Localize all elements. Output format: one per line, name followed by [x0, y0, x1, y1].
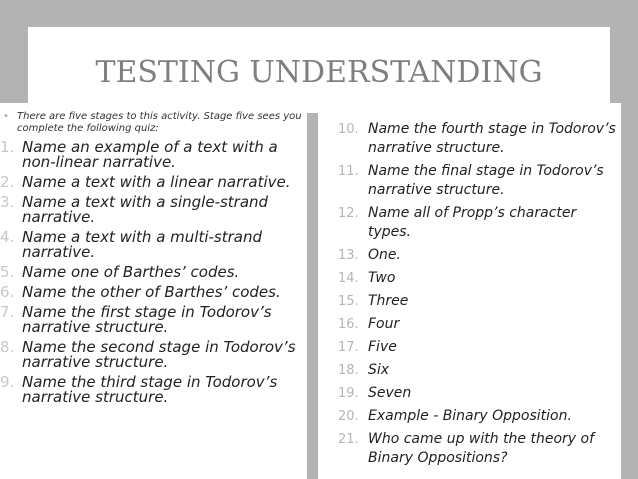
quiz-item — [318, 246, 621, 265]
item-number: 13. — [338, 248, 359, 263]
item-number: 6. — [0, 283, 15, 301]
item-number: 11. — [338, 164, 359, 179]
quiz-list-left — [0, 140, 305, 410]
bullet-icon: • — [3, 111, 9, 122]
quiz-item — [318, 361, 621, 380]
item-text: Name the fourth stage in Todorov’s narrative structure. — [368, 121, 616, 156]
item-text: Two — [368, 270, 396, 286]
title-band — [28, 27, 610, 113]
item-text: Name the other of Barthes’ codes. — [22, 283, 281, 301]
item-text: Name a text with a linear narrative. — [22, 173, 291, 191]
item-text: One. — [368, 247, 401, 263]
right-content-panel — [318, 103, 621, 479]
quiz-item — [0, 305, 305, 335]
quiz-list-right — [318, 120, 621, 472]
quiz-item — [0, 175, 305, 190]
item-text: Name a text with a single-strand narrative. — [22, 193, 269, 226]
item-text: Name the second stage in Todorov’s narrative structure. — [22, 338, 296, 371]
intro-text: There are five stages to this activity. Stage five sees you complete the following quiz: — [17, 111, 302, 134]
item-text: Six — [368, 362, 390, 378]
quiz-item — [318, 384, 621, 403]
intro-note — [3, 111, 303, 135]
item-number: 18. — [338, 363, 359, 378]
quiz-item — [318, 120, 621, 158]
item-number: 5. — [0, 263, 15, 281]
item-text: Four — [368, 316, 400, 332]
quiz-item — [0, 140, 305, 170]
item-number: 17. — [338, 340, 359, 355]
item-number: 8. — [0, 338, 15, 356]
slide-title: TESTING UNDERSTANDING — [95, 55, 543, 90]
item-text: Name one of Barthes’ codes. — [22, 263, 240, 281]
item-number: 21. — [338, 432, 359, 447]
item-number: 4. — [0, 228, 15, 246]
item-number: 2. — [0, 173, 15, 191]
item-number: 20. — [338, 409, 359, 424]
item-text: Name an example of a text with a non-linear narrative. — [22, 138, 278, 171]
item-number: 19. — [338, 386, 359, 401]
item-number: 10. — [338, 122, 359, 137]
quiz-item — [318, 315, 621, 334]
item-number: 12. — [338, 206, 359, 221]
item-number: 16. — [338, 317, 359, 332]
quiz-item — [318, 162, 621, 200]
quiz-item — [0, 285, 305, 300]
item-text: Five — [368, 339, 397, 355]
item-text: Name the third stage in Todorov’s narrative structure. — [22, 373, 278, 406]
quiz-item — [318, 204, 621, 242]
item-text: Name all of Propp’s character types. — [368, 205, 577, 240]
item-number: 3. — [0, 193, 15, 211]
item-text: Name the final stage in Todorov’s narrative structure. — [368, 163, 604, 198]
quiz-item — [318, 292, 621, 311]
item-text: Three — [368, 293, 409, 309]
quiz-item — [0, 230, 305, 260]
quiz-item — [318, 338, 621, 357]
item-number: 1. — [0, 138, 15, 156]
quiz-item — [0, 265, 305, 280]
item-text: Name the first stage in Todorov’s narrative structure. — [22, 303, 272, 336]
item-number: 7. — [0, 303, 15, 321]
quiz-item — [0, 195, 305, 225]
item-number: 14. — [338, 271, 359, 286]
item-text: Seven — [368, 385, 412, 401]
item-number: 15. — [338, 294, 359, 309]
quiz-item — [318, 407, 621, 426]
quiz-item — [0, 340, 305, 370]
item-number: 9. — [0, 373, 15, 391]
item-text: Name a text with a multi-strand narrative. — [22, 228, 262, 261]
quiz-item — [318, 430, 621, 468]
item-text: Who came up with the theory of Binary Oppositions? — [368, 431, 595, 466]
item-text: Example - Binary Opposition. — [368, 408, 572, 424]
quiz-item — [318, 269, 621, 288]
left-content-panel — [0, 103, 307, 479]
quiz-item — [0, 375, 305, 405]
